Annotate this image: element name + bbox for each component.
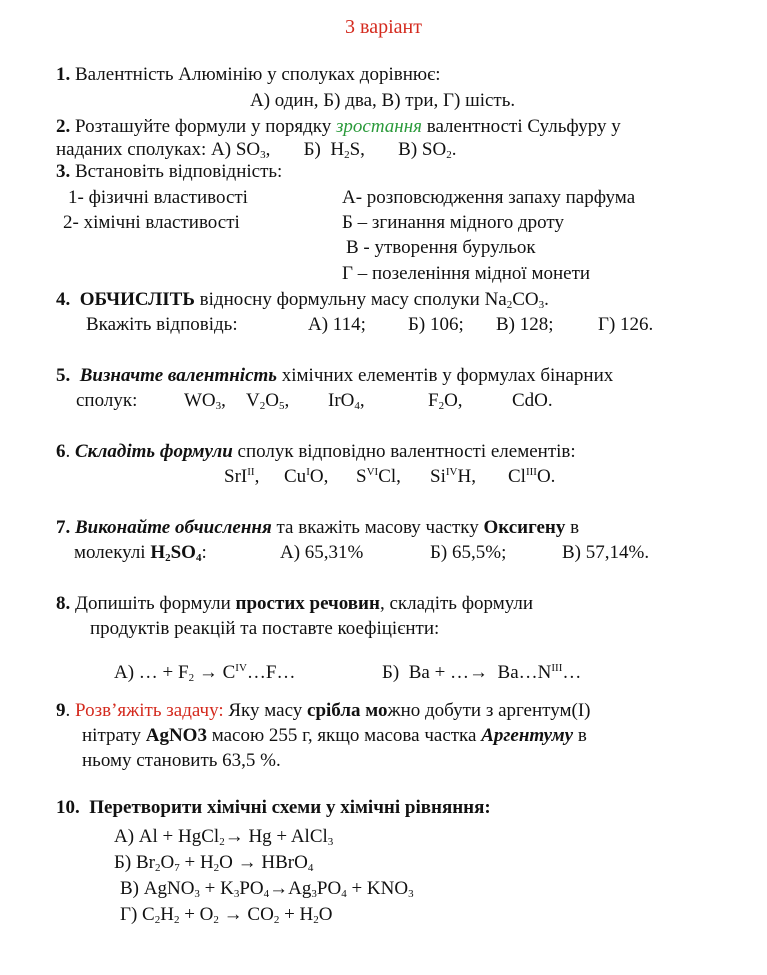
question-9 bbox=[56, 700, 590, 722]
question-1 bbox=[56, 64, 441, 86]
match-left-1: 1- фізичні властивості bbox=[68, 187, 248, 208]
reaction-b: Б) Ba + …→ $Ba\dots N^{III}\dots$ bbox=[382, 662, 582, 683]
question-number: 8. bbox=[56, 593, 71, 614]
variant-title: 3 варіант bbox=[345, 16, 422, 38]
match-right-b: Б – згинання мідного дроту bbox=[342, 212, 564, 233]
q6-formula-sih: $Si^{IV}H$, bbox=[430, 466, 476, 487]
answer-label: Вкажіть відповідь: bbox=[86, 314, 238, 335]
subscript: 3 bbox=[260, 149, 266, 161]
question-text-end: в bbox=[565, 517, 580, 538]
label: молекулі bbox=[74, 542, 151, 563]
option-a: А) 65,31% bbox=[280, 542, 364, 563]
match-right-a: А- розповсюдження запаху парфума bbox=[342, 187, 636, 208]
question-text-end: валентності Сульфуру у bbox=[421, 116, 621, 137]
formula-wo3: $WO_3$, bbox=[184, 390, 226, 412]
formula-text: V bbox=[246, 390, 260, 411]
question-8 bbox=[56, 593, 533, 615]
option-b: , Б) H bbox=[265, 139, 345, 160]
formula-cdo: CdO. bbox=[512, 390, 553, 411]
subscript: 5 bbox=[278, 400, 285, 412]
dot: . bbox=[65, 700, 75, 721]
question-number: 4. bbox=[56, 289, 71, 310]
period: . bbox=[544, 289, 549, 310]
option-a: наданих сполуках: А) SO bbox=[56, 139, 261, 160]
q6-formula-cuo: $Cu^IO$, bbox=[284, 466, 329, 487]
match-right-d: Г – позеленіння мідної монети bbox=[342, 263, 591, 284]
option-c: В) 128; bbox=[496, 314, 554, 335]
question-text: сполук відповідно валентності елементів: bbox=[232, 441, 576, 462]
option-b: Б) 106; bbox=[408, 314, 464, 335]
question-4 bbox=[56, 289, 549, 311]
question-7-line2: молекулі $H_2SO_4$: bbox=[74, 542, 207, 564]
subscript: 4 bbox=[354, 400, 360, 412]
dot: . bbox=[65, 441, 75, 462]
subscript: 3 bbox=[215, 400, 222, 412]
question-10 bbox=[56, 797, 491, 819]
q6-formula-sri: SrI$^{II}$, bbox=[224, 466, 260, 487]
equation-a: А) Al + HgCl$_2$→ Hg + AlCl$_3$ bbox=[114, 826, 334, 848]
task-label: Розв’яжіть задачу: bbox=[75, 700, 224, 721]
subscript: 2 bbox=[446, 149, 452, 161]
question-number: 6 bbox=[56, 441, 66, 462]
question-text: Валентність Алюмінію у сполуках дорівнює: bbox=[75, 64, 441, 85]
bold-keyword: Перетворити хімічні схеми у хімічні рівняння: bbox=[79, 797, 491, 818]
option-c: В) 57,14%. bbox=[562, 542, 650, 563]
question-3 bbox=[56, 161, 282, 183]
question-2-line2 bbox=[56, 139, 456, 161]
question-number: 1. bbox=[56, 64, 71, 85]
option-a: А) 114; bbox=[308, 314, 366, 335]
option-b: Б) 65,5%; bbox=[430, 542, 507, 563]
question-5 bbox=[56, 365, 613, 387]
question-9-line2 bbox=[82, 725, 587, 747]
question-8-line2: продуктів реакцій та поставте коефіцієнти: bbox=[90, 618, 440, 639]
question-number: 2. bbox=[56, 116, 71, 137]
match-left-2: 2- хімічні властивості bbox=[63, 212, 240, 233]
equation-c: В) AgNO$_3$ + $K_3PO_4\to Ag_3PO_4 + KNO_3$ bbox=[120, 878, 414, 900]
bold-keyword-2: Оксигену bbox=[483, 517, 566, 538]
subscript: 2 bbox=[259, 400, 266, 412]
question-text-end: , складіть формули bbox=[379, 593, 534, 614]
option-c: S, В) SO bbox=[349, 139, 447, 160]
bold-keyword: ОБЧИСЛІТЬ bbox=[79, 289, 195, 310]
formula-text: IrO bbox=[328, 390, 355, 411]
subscript: 2 bbox=[438, 400, 445, 412]
formula-iro4: IrO$_4$, bbox=[328, 390, 365, 412]
text: масою 255 г, якщо масова частка bbox=[206, 725, 482, 746]
highlight-word: зростання bbox=[336, 116, 422, 137]
question-text: Яку масу bbox=[223, 700, 308, 721]
subscript: 3 bbox=[538, 299, 545, 311]
formula-v2o5: $V_2O_5$, bbox=[246, 390, 290, 412]
question-number: 10. bbox=[56, 797, 80, 818]
period: . bbox=[451, 139, 457, 160]
formula-part: CO bbox=[512, 289, 539, 310]
q6-formula-scl: $S^{VI}Cl$, bbox=[356, 466, 401, 487]
formula-text: WO bbox=[184, 390, 216, 411]
subscript: 2 bbox=[344, 149, 350, 161]
formula-f2o: $F_2O$, bbox=[428, 390, 463, 412]
question-number: 3. bbox=[56, 161, 71, 182]
formula-text: F bbox=[428, 390, 439, 411]
option-d: Г) 126. bbox=[598, 314, 654, 335]
bold-keyword: срібла мо bbox=[307, 700, 388, 721]
question-text: та вкажіть масову частку bbox=[271, 517, 484, 538]
question-text: Встановіть відповідність: bbox=[75, 161, 283, 182]
text: нітрату bbox=[82, 725, 146, 746]
question-number: 9 bbox=[56, 700, 66, 721]
bold-keyword: Виконайте обчислення bbox=[75, 517, 272, 538]
question-text: відносну формульну масу сполуки Na bbox=[194, 289, 507, 310]
question-5-line2: сполук: bbox=[76, 390, 138, 411]
q6-formula-clo: $Cl^{III}O$. bbox=[508, 466, 556, 487]
bold-keyword: Визначте валентність bbox=[79, 365, 277, 386]
question-9-line3: ньому становить 63,5 %. bbox=[82, 750, 281, 771]
formula-h2so4: $H_2SO_4$ bbox=[150, 542, 202, 564]
equation-d: Г) $C_2H_2 + O_2 \to CO_2 + H_2O$ bbox=[120, 904, 333, 926]
question-1-options: А) один, Б) два, В) три, Г) шість. bbox=[250, 90, 516, 111]
question-text: Розташуйте формули у порядку bbox=[75, 116, 336, 137]
question-text: хімічних елементів у формулах бінарних bbox=[276, 365, 614, 386]
subscript: 2 bbox=[506, 299, 513, 311]
reaction-a: А) … + $F_2$ → $C^{IV}\dots F\dots$ bbox=[114, 662, 296, 684]
question-number: 5. bbox=[56, 365, 71, 386]
bold-italic-word: Аргентуму bbox=[481, 725, 574, 746]
bold-keyword: Складіть формули bbox=[75, 441, 233, 462]
text: в bbox=[573, 725, 587, 746]
question-6 bbox=[56, 441, 576, 463]
question-2 bbox=[56, 116, 621, 138]
formula-agno3: AgNO3 bbox=[145, 725, 207, 746]
question-7 bbox=[56, 517, 579, 539]
equation-b: Б) $Br_2O_7 + H_2O$ → HBrO$_4$ bbox=[114, 852, 314, 874]
match-right-c: В - утворення бурульок bbox=[346, 237, 536, 258]
question-number: 7. bbox=[56, 517, 71, 538]
bold-keyword: простих речовин bbox=[235, 593, 380, 614]
question-text-end: жно добути з аргентум(І) bbox=[387, 700, 591, 721]
question-text: Допишіть формули bbox=[70, 593, 236, 614]
